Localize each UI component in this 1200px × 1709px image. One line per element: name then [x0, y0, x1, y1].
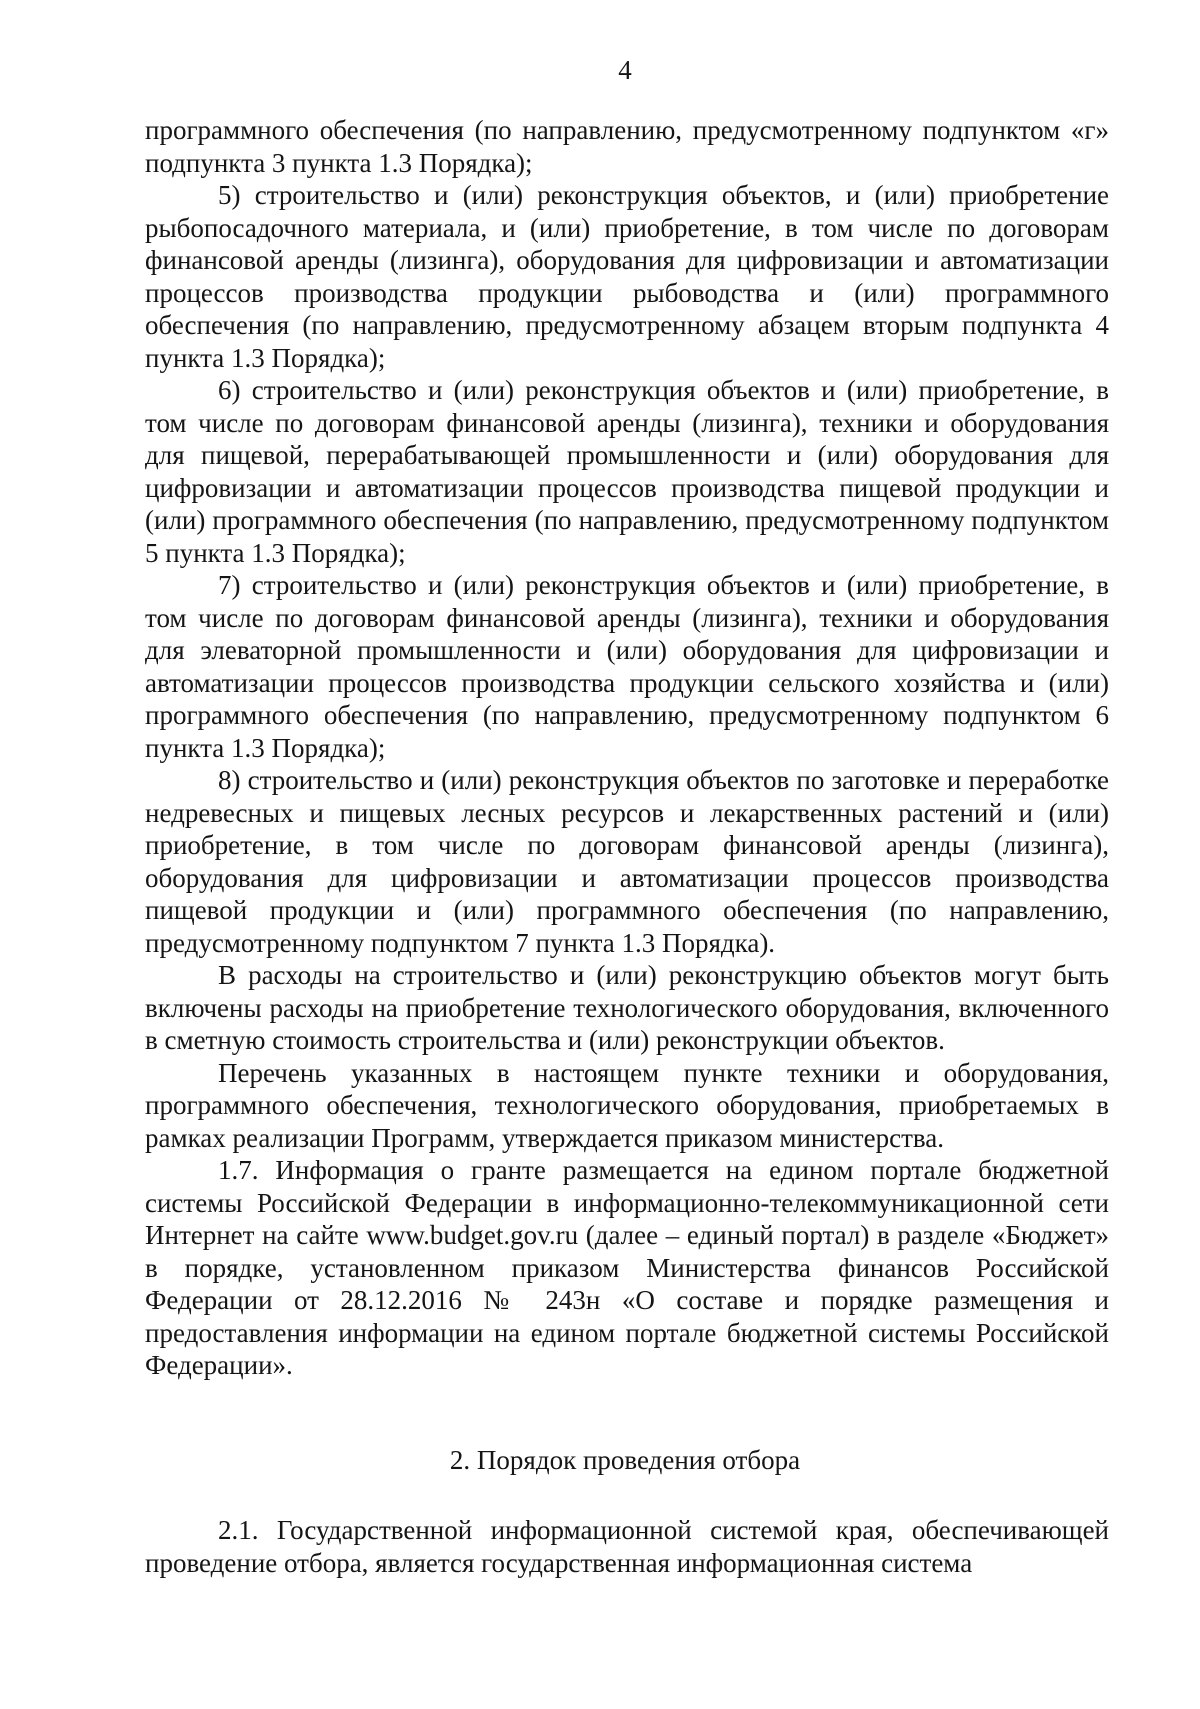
document-body	[145, 114, 1109, 1382]
paragraph-item-5: 5) строительство и (или) реконструкция объектов, и (или) приобретение рыбопосадочного материала, и (или) приобретение, в том числе по договорам финансовой аренды (лизинга), оборудования для цифровизации и автоматизации процессов производства продукции рыбоводства и (или) программного обеспечения (по направлению, предусмотренному абзацем вторым подпункта 4 пункта 1.3 Порядка);	[145, 180, 1109, 373]
section-heading: 2. Порядок проведения отбора	[449, 1445, 801, 1475]
paragraph-clause-1-7: 1.7. Информация о гранте размещается на едином портале бюджетной системы Российской Федерации в информационно-телекоммуникационной сети Интернет на сайте www.budget.gov.ru (далее – единый портал) в разделе «Бюджет» в порядке, установленном приказом Министерства финансов Российской Федерации от 28.12.2016 № 243н «О составе и порядке размещения и предоставления информации на едином портале бюджетной системы Российской Федерации».	[145, 1155, 1109, 1380]
page-number: 4	[618, 55, 632, 85]
section-body	[145, 1514, 1109, 1579]
paragraph-equipment-list: Перечень указанных в настоящем пункте техники и оборудования, программного обеспечения, технологического оборудования, приобретаемых в рамках реализации Программ, утверждается приказом министерства.	[145, 1057, 1109, 1153]
paragraph-continuation: программного обеспечения (по направлению, предусмотренному подпунктом «г» подпункта 3 пункта 1.3 Порядка);	[145, 115, 1109, 178]
paragraph-clause-2-1: 2.1. Государственной информационной системой края, обеспечивающей проведение отбора, является государственная информационная система	[145, 1515, 1109, 1578]
paragraph-item-8: 8) строительство и (или) реконструкция объектов по заготовке и переработке недревесных и пищевых лесных ресурсов и лекарственных растений и (или) приобретение, в том числе по договорам финансовой аренды (лизинга), оборудования для цифровизации и автоматизации процессов производства пищевой продукции и (или) программного обеспечения (по направлению, предусмотренному подпунктом 7 пункта 1.3 Порядка).	[145, 765, 1109, 958]
paragraph-item-7: 7) строительство и (или) реконструкция объектов и (или) приобретение, в том числе по договорам финансовой аренды (лизинга), техники и оборудования для элеваторной промышленности и (или) оборудования для цифровизации и автоматизации процессов производства продукции сельского хозяйства и (или) программного обеспечения (по направлению, предусмотренному подпунктом 6 пункта 1.3 Порядка);	[145, 570, 1109, 763]
paragraph-item-6: 6) строительство и (или) реконструкция объектов и (или) приобретение, в том числе по договорам финансовой аренды (лизинга), техники и оборудования для пищевой, перерабатывающей промышленности и (или) оборудования для цифровизации и автоматизации процессов производства пищевой продукции и (или) программного обеспечения (по направлению, предусмотренному подпунктом 5 пункта 1.3 Порядка);	[145, 375, 1109, 568]
paragraph-construction-expenses: В расходы на строительство и (или) реконструкцию объектов могут быть включены расходы на приобретение технологического оборудования, включенного в сметную стоимость строительства и (или) реконструкции объектов.	[145, 960, 1109, 1055]
